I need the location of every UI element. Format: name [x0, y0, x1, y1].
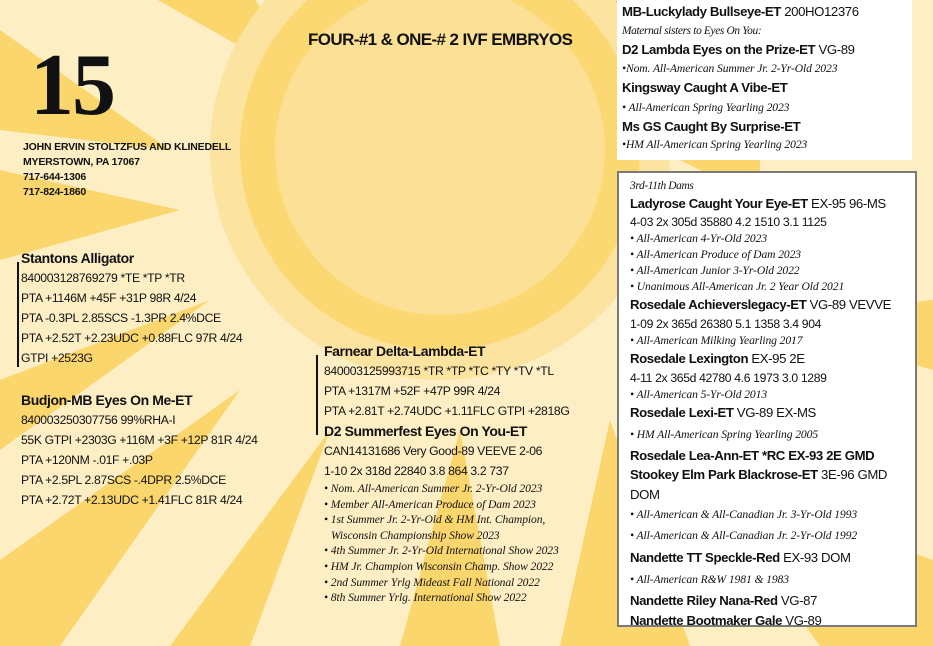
dam-entry-name: Rosedale Lea-Ann-ET *RC EX-93 2E GMD — [630, 448, 875, 463]
sister-honor: •HM All-American Spring Yearling 2023 — [622, 138, 808, 151]
sister-name: Kingsway Caught A Vibe-ET — [622, 80, 788, 95]
embryo-line: PTA +2.5PL 2.87SCS -.4DPR 2.5%DCE — [21, 473, 226, 487]
embryo-line: 55K GTPI +2303G +116M +3F +12P 81R 4/24 — [21, 433, 258, 447]
dam-sire-line: 840003125993715 *TR *TP *TC *TY *TV *TL — [324, 364, 554, 378]
owner-city: MYERSTOWN, PA 17067 — [23, 156, 140, 168]
dam-sire-line: PTA +2.81T +2.74UDC +1.11FLC GTPI +2818G — [324, 404, 570, 418]
dam-entry-record: 1-09 2x 365d 26380 5.1 1358 3.4 904 — [630, 317, 822, 331]
maternal-label: Maternal sisters to Eyes On You: — [622, 25, 762, 37]
embryo-block — [21, 390, 258, 510]
sire-line: PTA -0.3PL 2.85SCS -1.3PR 2.4%DCE — [21, 311, 221, 325]
dam-entry-name: Rosedale Lexington EX-95 2E — [630, 351, 805, 366]
owner-info — [23, 140, 231, 200]
embryo-name: Budjon-MB Eyes On Me-ET — [21, 392, 193, 408]
dam-entry-name: Nandette TT Speckle-Red EX-93 DOM — [630, 550, 851, 565]
dam-honor: • HM Jr. Champion Wisconsin Champ. Show 2022 — [324, 559, 554, 573]
sister-name: D2 Lambda Eyes on the Prize-ET VG-89 — [622, 42, 855, 57]
sire-line: 840003128769279 *TE *TP *TR — [21, 271, 185, 285]
dam-entry-honor: • All-American & All-Canadian Jr. 2-Yr-Old 1992 — [630, 529, 858, 542]
dam-sire-block — [324, 341, 614, 606]
dam-entry-name: Ladyrose Caught Your Eye-ET EX-95 96-MS — [630, 196, 886, 211]
embryo-line: 840003250307756 99%RHA-I — [21, 413, 176, 427]
dam-entry-honor: • HM All-American Spring Yearling 2005 — [630, 428, 819, 441]
sister-honor: • All-American Spring Yearling 2023 — [622, 101, 790, 114]
dam-entry-name: Rosedale Lexi-ET VG-89 EX-MS — [630, 405, 816, 420]
sister-honor: •Nom. All-American Summer Jr. 2-Yr-Old 2023 — [622, 62, 838, 75]
dam-line: CAN14131686 Very Good-89 VEEVE 2-06 — [324, 444, 543, 458]
owner-phone: 717-824-1860 — [23, 186, 86, 198]
dam-line: 1-10 2x 318d 22840 3.8 864 3.2 737 — [324, 464, 509, 478]
dam-honor: • Member All-American Produce of Dam 2023 — [324, 497, 536, 511]
dam-honor: • 2nd Summer Yrlg Mideast Fall National 2022 — [324, 575, 540, 589]
dam-honor: • Nom. All-American Summer Jr. 2-Yr-Old 2023 — [324, 482, 543, 495]
embryo-line: PTA +2.72T +2.13UDC +1.41FLC 81R 4/24 — [21, 493, 243, 507]
dam-honor: • 8th Summer Yrlg. International Show 2022 — [324, 591, 527, 605]
mating-sire — [622, 2, 912, 22]
sire-line: PTA +2.52T +2.23UDC +0.88FLC 97R 4/24 — [21, 331, 243, 345]
dam-sire-name: Farnear Delta-Lambda-ET — [324, 343, 486, 359]
dams-block — [630, 178, 910, 631]
sire-line: PTA +1146M +45F +31P 98R 4/24 — [21, 291, 197, 305]
dam-honor: • 4th Summer Jr. 2-Yr-Old International Show 2023 — [324, 544, 559, 558]
dams-label: 3rd-11th Dams — [630, 180, 694, 192]
dam-sire-line: PTA +1317M +52F +47P 99R 4/24 — [324, 384, 501, 398]
dam-entry-honor: • All-American Junior 3-Yr-Old 2022 — [630, 264, 800, 277]
dam-entry-name: Rosedale Achieverslegacy-ET VG-89 VEVVE — [630, 297, 891, 312]
dam-entry-name: Stookey Elm Park Blackrose-ET 3E-96 GMD DOM — [630, 467, 888, 502]
dam-entry-record: 4-03 2x 305d 35880 4.2 1510 3.1 1125 — [630, 215, 827, 229]
mating-sire-name: MB-Luckylady Bullseye-ET — [622, 4, 781, 19]
bracket-line — [316, 355, 318, 435]
sister-name: Ms GS Caught By Surprise-ET — [622, 119, 801, 134]
dam-entry-honor: • All-American 4-Yr-Old 2023 — [630, 232, 768, 245]
dam-entry-name: Nandette Bootmaker Gale VG-89 — [630, 613, 822, 628]
maternal-sisters-block — [622, 2, 912, 154]
dam-entry-honor: • Unanimous All-American Jr. 2 Year Old 2021 — [630, 280, 845, 293]
owner-name: JOHN ERVIN STOLTZFUS AND KLINEDELL — [23, 141, 232, 153]
dam-entry-name: Nandette Riley Nana-Red VG-87 — [630, 593, 818, 608]
dam-honor: Wisconsin Championship Show 2023 — [331, 528, 500, 542]
sire-name: Stantons Alligator — [21, 250, 134, 266]
dam-honor: • 1st Summer Jr. 2-Yr-Old & HM Int. Champion, — [324, 513, 546, 527]
dam-entry-honor: • All-American Produce of Dam 2023 — [630, 248, 801, 261]
owner-phone: 717-644-1306 — [23, 171, 86, 183]
dam-entry-honor: • All-American & All-Canadian Jr. 3-Yr-Old 1993 — [630, 508, 858, 521]
bracket-line — [17, 262, 19, 367]
embryo-line: PTA +120NM -.01F +.03P — [21, 453, 153, 467]
dam-entry-honor: • All-American 5-Yr-Old 2013 — [630, 388, 768, 401]
lot-number: 15 — [30, 37, 114, 134]
sire-block — [21, 248, 242, 368]
dam-entry-honor: • All-American R&W 1981 & 1983 — [630, 573, 789, 586]
headline: FOUR-#1 & ONE-# 2 IVF EMBRYOS — [308, 30, 573, 49]
dam-entry-honor: • All-American Milking Yearling 2017 — [630, 334, 803, 347]
dam-entry-record: 4-11 2x 365d 42780 4.6 1973 3.0 1289 — [630, 371, 827, 385]
mating-sire-id: 200HO12376 — [784, 4, 859, 19]
sire-line: GTPI +2523G — [21, 351, 93, 365]
dam-name: D2 Summerfest Eyes On You-ET — [324, 423, 528, 439]
